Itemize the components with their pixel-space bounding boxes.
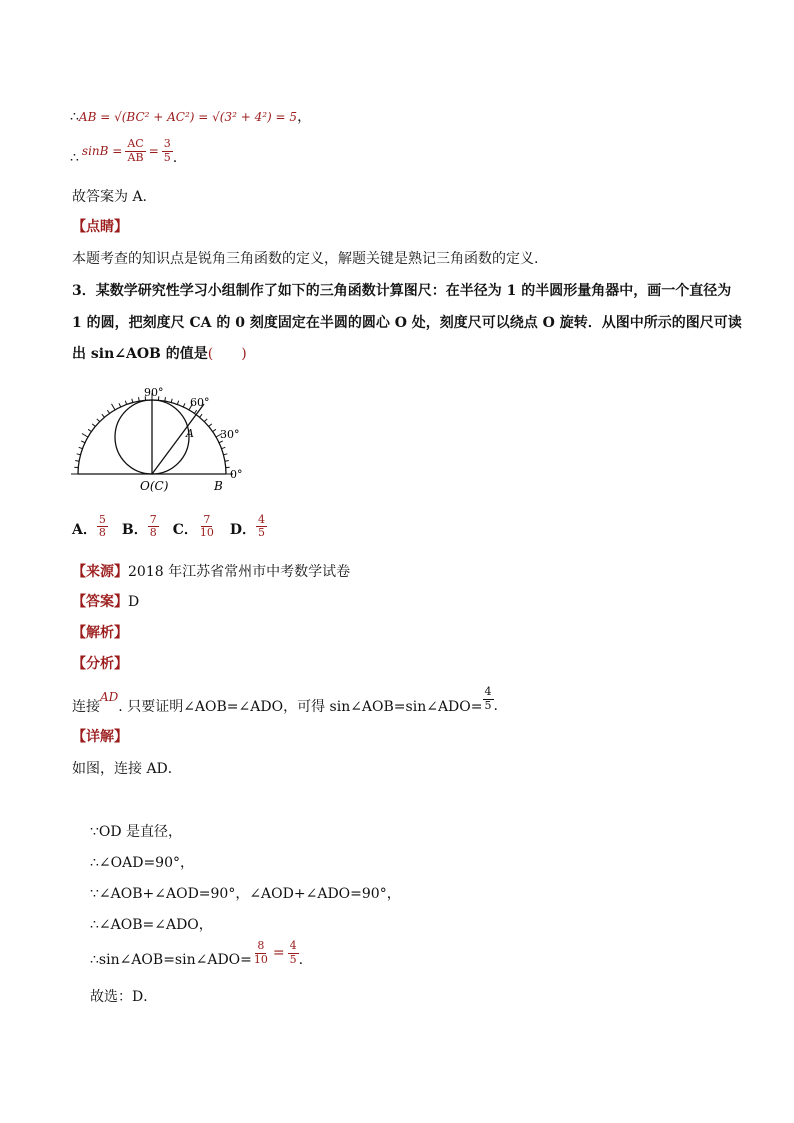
tick-mark	[92, 424, 95, 427]
tick-mark	[75, 461, 79, 462]
numerator: 3	[163, 137, 171, 151]
tick-mark	[177, 401, 178, 405]
option-fraction	[256, 514, 267, 539]
tick-mark	[81, 441, 85, 443]
proof-step-1: ∵OD 是直径，	[90, 824, 183, 840]
therefore-sinb-line	[70, 136, 177, 166]
option-fraction	[148, 514, 159, 539]
question-number: 3．	[72, 283, 96, 299]
dianjing-text: 本题考查的知识点是锐角三角函数的定义，解题关键是熟记三角函数的定义.	[72, 251, 539, 267]
label-0: 0°	[230, 468, 243, 481]
fraction-4-5	[288, 940, 299, 965]
question-line-3	[72, 343, 247, 363]
label-a: A	[186, 427, 194, 440]
tick-mark	[107, 410, 109, 413]
fenxi-text-line	[72, 682, 498, 716]
dianjing-tag: 【点睛】	[72, 219, 128, 235]
therefore-symbol: ∴	[70, 150, 79, 166]
option-fraction	[97, 514, 108, 539]
answer-tag: 【答案】	[72, 594, 128, 610]
equals: =	[272, 945, 285, 961]
period: .	[298, 952, 304, 968]
proof-step-2: ∴∠OAD=90°，	[90, 855, 194, 871]
question-line-2: 1 的圆，把刻度尺 CA 的 0 刻度固定在半圆的圆心 O 处，刻度尺可以绕点 O 旋转．从图中所示的图尺可读	[72, 315, 742, 331]
segment-ad: AD	[100, 690, 119, 704]
denominator: 5	[258, 526, 266, 540]
fraction-ac-ab	[125, 138, 145, 163]
option-b	[122, 514, 159, 539]
numerator: 7	[149, 513, 157, 526]
tick-mark	[194, 410, 196, 413]
final-text: ∴sin∠AOB=sin∠ADO=	[90, 952, 252, 968]
numerator: 7	[203, 513, 211, 526]
option-letter: D．	[229, 522, 257, 539]
conclusion: 故选：D．	[90, 989, 158, 1005]
fraction-3-5	[162, 138, 173, 163]
answer-is-a: 故答案为 A.	[72, 189, 148, 205]
proof-final-line	[90, 938, 303, 968]
comma: ，	[297, 109, 312, 125]
denominator: 8	[149, 526, 157, 540]
fenxi-text: . 只要证明∠AOB=∠ADO，可得 sin∠AOB=sin∠ADO=	[118, 699, 483, 715]
tick-mark	[119, 403, 121, 407]
option-letter: A．	[72, 522, 97, 539]
answer-line	[72, 591, 139, 611]
therefore-symbol: ∴	[70, 109, 79, 125]
source-line	[72, 561, 350, 581]
numerator: 4	[484, 685, 492, 699]
xiangjie-intro: 如图，连接 AD．	[72, 761, 182, 777]
option-letter: B．	[121, 522, 148, 539]
label-30: 30°	[220, 428, 240, 441]
protractor-figure	[60, 378, 260, 498]
numerator: 4	[258, 513, 266, 526]
option-letter: C．	[172, 522, 198, 539]
tick-mark	[183, 403, 185, 407]
tick-mark	[102, 414, 105, 417]
tick-mark	[112, 404, 116, 410]
tick-mark	[139, 397, 140, 401]
tick-mark	[97, 419, 100, 422]
label-90: 90°	[144, 386, 164, 399]
question-text-1: 某数学研究性学习小组制作了如下的三角函数计算图尺：在半径为 1 的半圆形量角器中，画一个直径为	[95, 283, 732, 299]
tick-mark	[165, 397, 166, 401]
label-b: B	[214, 479, 223, 493]
denominator: 10	[199, 526, 214, 540]
tick-mark	[125, 401, 126, 405]
tick-mark	[209, 424, 212, 427]
tick-mark	[79, 447, 83, 448]
fenxi-connect: 连接	[72, 699, 100, 715]
proof-step-4: ∴∠AOB=∠ADO，	[90, 917, 213, 933]
period: .	[493, 698, 498, 714]
source-tag: 【来源】	[72, 564, 128, 580]
numerator: AC	[127, 137, 144, 151]
numerator: 5	[98, 513, 106, 526]
jiexi-tag: 【解析】	[72, 625, 128, 641]
denominator: AB	[127, 150, 144, 164]
tick-mark	[82, 434, 88, 438]
denominator: 8	[98, 526, 106, 540]
proof-step-3: ∵∠AOB+∠AOD=90°，∠AOD+∠ADO=90°，	[90, 886, 401, 902]
answer-text: D	[128, 594, 140, 610]
fraction-4-5	[483, 686, 494, 711]
answer-paren: ( )	[207, 346, 247, 362]
denominator: 5	[163, 150, 171, 164]
tick-mark	[200, 414, 203, 417]
tick-mark	[219, 441, 223, 443]
option-d	[230, 514, 267, 539]
tick-mark	[225, 461, 229, 462]
tick-mark	[204, 419, 207, 422]
fenxi-tag: 【分析】	[72, 656, 128, 672]
numerator: 8	[257, 939, 265, 953]
option-fraction	[198, 514, 216, 539]
denominator: 5	[484, 698, 492, 712]
label-o-c: O(C)	[140, 479, 169, 493]
tick-mark	[88, 429, 91, 431]
option-c	[173, 514, 216, 539]
fraction-8-10	[252, 940, 270, 965]
sinb-lhs: sinB =	[81, 144, 123, 158]
numerator: 4	[289, 939, 297, 953]
question-text-3: 出 sin∠AOB 的值是	[72, 346, 208, 362]
tick-mark	[222, 447, 226, 448]
denominator: 5	[289, 952, 297, 966]
source-text: 2018 年江苏省常州市中考数学试卷	[128, 564, 351, 580]
option-a	[72, 514, 108, 539]
therefore-ab-line	[70, 106, 311, 126]
equals: =	[148, 144, 159, 158]
ab-formula: AB = √(BC² + AC²) = √(3² + 4²) = 5	[78, 110, 298, 124]
answer-options	[72, 514, 267, 539]
question-line-1	[72, 280, 731, 300]
period: .	[172, 150, 178, 166]
label-60: 60°	[190, 396, 210, 409]
tick-mark	[213, 429, 216, 431]
xiangjie-tag: 【详解】	[72, 729, 128, 745]
denominator: 10	[253, 952, 268, 966]
